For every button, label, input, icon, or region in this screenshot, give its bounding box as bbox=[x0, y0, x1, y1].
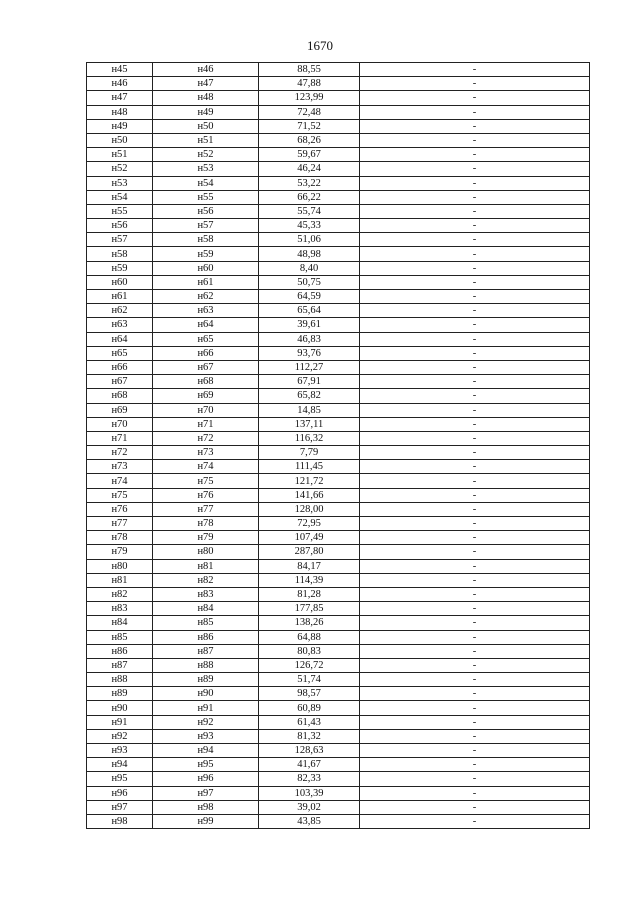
end-point-cell: н63 bbox=[153, 304, 259, 318]
table-row bbox=[87, 644, 590, 658]
end-point-cell: н58 bbox=[153, 233, 259, 247]
table-row bbox=[87, 375, 590, 389]
end-point-cell: н72 bbox=[153, 431, 259, 445]
note-cell: - bbox=[360, 559, 590, 573]
distance-cell: 88,55 bbox=[259, 63, 360, 77]
end-point-cell: н61 bbox=[153, 275, 259, 289]
distance-cell: 55,74 bbox=[259, 204, 360, 218]
note-cell: - bbox=[360, 119, 590, 133]
end-point-cell: н49 bbox=[153, 105, 259, 119]
table-row bbox=[87, 772, 590, 786]
table-row bbox=[87, 389, 590, 403]
table-row bbox=[87, 573, 590, 587]
distance-cell: 80,83 bbox=[259, 644, 360, 658]
start-point-cell: н50 bbox=[87, 133, 153, 147]
distance-cell: 66,22 bbox=[259, 190, 360, 204]
end-point-cell: н57 bbox=[153, 219, 259, 233]
distance-cell: 64,59 bbox=[259, 290, 360, 304]
start-point-cell: н63 bbox=[87, 318, 153, 332]
start-point-cell: н90 bbox=[87, 701, 153, 715]
note-cell: - bbox=[360, 758, 590, 772]
distance-cell: 47,88 bbox=[259, 77, 360, 91]
table-row bbox=[87, 403, 590, 417]
table-row bbox=[87, 446, 590, 460]
table-row bbox=[87, 105, 590, 119]
end-point-cell: н62 bbox=[153, 290, 259, 304]
distance-cell: 8,40 bbox=[259, 261, 360, 275]
start-point-cell: н67 bbox=[87, 375, 153, 389]
distance-cell: 51,06 bbox=[259, 233, 360, 247]
start-point-cell: н86 bbox=[87, 644, 153, 658]
distance-cell: 287,80 bbox=[259, 545, 360, 559]
distance-cell: 53,22 bbox=[259, 176, 360, 190]
table-row bbox=[87, 687, 590, 701]
note-cell: - bbox=[360, 133, 590, 147]
table-row bbox=[87, 474, 590, 488]
end-point-cell: н65 bbox=[153, 332, 259, 346]
distance-cell: 65,82 bbox=[259, 389, 360, 403]
table-row bbox=[87, 786, 590, 800]
start-point-cell: н75 bbox=[87, 488, 153, 502]
start-point-cell: н93 bbox=[87, 744, 153, 758]
start-point-cell: н95 bbox=[87, 772, 153, 786]
start-point-cell: н49 bbox=[87, 119, 153, 133]
start-point-cell: н94 bbox=[87, 758, 153, 772]
note-cell: - bbox=[360, 687, 590, 701]
table-row bbox=[87, 162, 590, 176]
note-cell: - bbox=[360, 800, 590, 814]
distance-cell: 98,57 bbox=[259, 687, 360, 701]
table-row bbox=[87, 332, 590, 346]
distance-cell: 39,02 bbox=[259, 800, 360, 814]
end-point-cell: н56 bbox=[153, 204, 259, 218]
note-cell: - bbox=[360, 162, 590, 176]
distance-cell: 7,79 bbox=[259, 446, 360, 460]
end-point-cell: н95 bbox=[153, 758, 259, 772]
distance-cell: 64,88 bbox=[259, 630, 360, 644]
distance-cell: 138,26 bbox=[259, 616, 360, 630]
table-row bbox=[87, 290, 590, 304]
start-point-cell: н73 bbox=[87, 460, 153, 474]
start-point-cell: н71 bbox=[87, 431, 153, 445]
end-point-cell: н66 bbox=[153, 346, 259, 360]
note-cell: - bbox=[360, 744, 590, 758]
distance-cell: 39,61 bbox=[259, 318, 360, 332]
end-point-cell: н54 bbox=[153, 176, 259, 190]
start-point-cell: н76 bbox=[87, 502, 153, 516]
start-point-cell: н80 bbox=[87, 559, 153, 573]
end-point-cell: н75 bbox=[153, 474, 259, 488]
end-point-cell: н88 bbox=[153, 658, 259, 672]
table-row bbox=[87, 77, 590, 91]
note-cell: - bbox=[360, 502, 590, 516]
end-point-cell: н74 bbox=[153, 460, 259, 474]
table-body bbox=[87, 63, 590, 829]
table-row bbox=[87, 91, 590, 105]
table-row bbox=[87, 673, 590, 687]
start-point-cell: н84 bbox=[87, 616, 153, 630]
note-cell: - bbox=[360, 460, 590, 474]
table-row bbox=[87, 531, 590, 545]
table-row bbox=[87, 587, 590, 601]
end-point-cell: н67 bbox=[153, 360, 259, 374]
distance-cell: 111,45 bbox=[259, 460, 360, 474]
start-point-cell: н45 bbox=[87, 63, 153, 77]
end-point-cell: н52 bbox=[153, 148, 259, 162]
note-cell: - bbox=[360, 814, 590, 828]
start-point-cell: н58 bbox=[87, 247, 153, 261]
end-point-cell: н48 bbox=[153, 91, 259, 105]
note-cell: - bbox=[360, 105, 590, 119]
distance-cell: 51,74 bbox=[259, 673, 360, 687]
table-row bbox=[87, 261, 590, 275]
start-point-cell: н97 bbox=[87, 800, 153, 814]
note-cell: - bbox=[360, 517, 590, 531]
table-row bbox=[87, 63, 590, 77]
note-cell: - bbox=[360, 431, 590, 445]
page-number: 1670 bbox=[307, 38, 333, 53]
distance-cell: 50,75 bbox=[259, 275, 360, 289]
distance-cell: 121,72 bbox=[259, 474, 360, 488]
end-point-cell: н59 bbox=[153, 247, 259, 261]
end-point-cell: н51 bbox=[153, 133, 259, 147]
note-cell: - bbox=[360, 531, 590, 545]
end-point-cell: н94 bbox=[153, 744, 259, 758]
distance-cell: 112,27 bbox=[259, 360, 360, 374]
end-point-cell: н71 bbox=[153, 417, 259, 431]
note-cell: - bbox=[360, 417, 590, 431]
start-point-cell: н66 bbox=[87, 360, 153, 374]
note-cell: - bbox=[360, 701, 590, 715]
note-cell: - bbox=[360, 715, 590, 729]
end-point-cell: н46 bbox=[153, 63, 259, 77]
note-cell: - bbox=[360, 290, 590, 304]
note-cell: - bbox=[360, 190, 590, 204]
note-cell: - bbox=[360, 360, 590, 374]
table-row bbox=[87, 318, 590, 332]
end-point-cell: н81 bbox=[153, 559, 259, 573]
distance-cell: 81,28 bbox=[259, 587, 360, 601]
table-row bbox=[87, 517, 590, 531]
note-cell: - bbox=[360, 673, 590, 687]
end-point-cell: н64 bbox=[153, 318, 259, 332]
start-point-cell: н46 bbox=[87, 77, 153, 91]
end-point-cell: н50 bbox=[153, 119, 259, 133]
table-row bbox=[87, 545, 590, 559]
table-row bbox=[87, 190, 590, 204]
table-row bbox=[87, 729, 590, 743]
start-point-cell: н47 bbox=[87, 91, 153, 105]
distance-cell: 81,32 bbox=[259, 729, 360, 743]
end-point-cell: н86 bbox=[153, 630, 259, 644]
start-point-cell: н81 bbox=[87, 573, 153, 587]
distance-cell: 72,95 bbox=[259, 517, 360, 531]
table-row bbox=[87, 758, 590, 772]
table-row bbox=[87, 701, 590, 715]
start-point-cell: н92 bbox=[87, 729, 153, 743]
distance-cell: 60,89 bbox=[259, 701, 360, 715]
table-row bbox=[87, 616, 590, 630]
end-point-cell: н70 bbox=[153, 403, 259, 417]
distance-cell: 82,33 bbox=[259, 772, 360, 786]
note-cell: - bbox=[360, 219, 590, 233]
start-point-cell: н98 bbox=[87, 814, 153, 828]
start-point-cell: н57 bbox=[87, 233, 153, 247]
start-point-cell: н72 bbox=[87, 446, 153, 460]
distance-cell: 72,48 bbox=[259, 105, 360, 119]
table-row bbox=[87, 247, 590, 261]
table-row bbox=[87, 488, 590, 502]
distance-cell: 68,26 bbox=[259, 133, 360, 147]
start-point-cell: н56 bbox=[87, 219, 153, 233]
end-point-cell: н97 bbox=[153, 786, 259, 800]
note-cell: - bbox=[360, 786, 590, 800]
distance-cell: 128,63 bbox=[259, 744, 360, 758]
end-point-cell: н93 bbox=[153, 729, 259, 743]
note-cell: - bbox=[360, 332, 590, 346]
end-point-cell: н78 bbox=[153, 517, 259, 531]
start-point-cell: н60 bbox=[87, 275, 153, 289]
start-point-cell: н83 bbox=[87, 602, 153, 616]
table-row bbox=[87, 559, 590, 573]
table-row bbox=[87, 219, 590, 233]
note-cell: - bbox=[360, 77, 590, 91]
note-cell: - bbox=[360, 91, 590, 105]
distance-cell: 103,39 bbox=[259, 786, 360, 800]
start-point-cell: н79 bbox=[87, 545, 153, 559]
note-cell: - bbox=[360, 630, 590, 644]
end-point-cell: н96 bbox=[153, 772, 259, 786]
distance-cell: 93,76 bbox=[259, 346, 360, 360]
start-point-cell: н54 bbox=[87, 190, 153, 204]
start-point-cell: н62 bbox=[87, 304, 153, 318]
table-row bbox=[87, 715, 590, 729]
start-point-cell: н70 bbox=[87, 417, 153, 431]
end-point-cell: н76 bbox=[153, 488, 259, 502]
start-point-cell: н85 bbox=[87, 630, 153, 644]
start-point-cell: н91 bbox=[87, 715, 153, 729]
distance-cell: 41,67 bbox=[259, 758, 360, 772]
note-cell: - bbox=[360, 318, 590, 332]
end-point-cell: н77 bbox=[153, 502, 259, 516]
end-point-cell: н82 bbox=[153, 573, 259, 587]
end-point-cell: н80 bbox=[153, 545, 259, 559]
note-cell: - bbox=[360, 247, 590, 261]
end-point-cell: н87 bbox=[153, 644, 259, 658]
table-row bbox=[87, 360, 590, 374]
end-point-cell: н85 bbox=[153, 616, 259, 630]
start-point-cell: н77 bbox=[87, 517, 153, 531]
start-point-cell: н74 bbox=[87, 474, 153, 488]
end-point-cell: н92 bbox=[153, 715, 259, 729]
distance-cell: 71,52 bbox=[259, 119, 360, 133]
note-cell: - bbox=[360, 772, 590, 786]
end-point-cell: н98 bbox=[153, 800, 259, 814]
start-point-cell: н65 bbox=[87, 346, 153, 360]
note-cell: - bbox=[360, 176, 590, 190]
start-point-cell: н88 bbox=[87, 673, 153, 687]
table-row bbox=[87, 502, 590, 516]
note-cell: - bbox=[360, 389, 590, 403]
note-cell: - bbox=[360, 602, 590, 616]
distance-cell: 177,85 bbox=[259, 602, 360, 616]
end-point-cell: н90 bbox=[153, 687, 259, 701]
table-row bbox=[87, 304, 590, 318]
note-cell: - bbox=[360, 446, 590, 460]
table-row bbox=[87, 431, 590, 445]
start-point-cell: н61 bbox=[87, 290, 153, 304]
start-point-cell: н82 bbox=[87, 587, 153, 601]
end-point-cell: н53 bbox=[153, 162, 259, 176]
distance-cell: 14,85 bbox=[259, 403, 360, 417]
start-point-cell: н89 bbox=[87, 687, 153, 701]
distance-cell: 107,49 bbox=[259, 531, 360, 545]
distance-cell: 65,64 bbox=[259, 304, 360, 318]
note-cell: - bbox=[360, 616, 590, 630]
start-point-cell: н51 bbox=[87, 148, 153, 162]
table-row bbox=[87, 233, 590, 247]
table-row bbox=[87, 630, 590, 644]
table-row bbox=[87, 119, 590, 133]
end-point-cell: н79 bbox=[153, 531, 259, 545]
start-point-cell: н96 bbox=[87, 786, 153, 800]
table-row bbox=[87, 814, 590, 828]
distance-cell: 67,91 bbox=[259, 375, 360, 389]
table-row bbox=[87, 658, 590, 672]
table-row bbox=[87, 148, 590, 162]
distance-cell: 128,00 bbox=[259, 502, 360, 516]
table-row bbox=[87, 133, 590, 147]
start-point-cell: н64 bbox=[87, 332, 153, 346]
distance-cell: 59,67 bbox=[259, 148, 360, 162]
note-cell: - bbox=[360, 587, 590, 601]
distance-cell: 61,43 bbox=[259, 715, 360, 729]
distance-cell: 123,99 bbox=[259, 91, 360, 105]
distance-cell: 114,39 bbox=[259, 573, 360, 587]
note-cell: - bbox=[360, 233, 590, 247]
note-cell: - bbox=[360, 261, 590, 275]
end-point-cell: н60 bbox=[153, 261, 259, 275]
note-cell: - bbox=[360, 644, 590, 658]
distance-cell: 48,98 bbox=[259, 247, 360, 261]
start-point-cell: н48 bbox=[87, 105, 153, 119]
start-point-cell: н78 bbox=[87, 531, 153, 545]
note-cell: - bbox=[360, 488, 590, 502]
boundary-points-table bbox=[86, 62, 590, 829]
end-point-cell: н68 bbox=[153, 375, 259, 389]
end-point-cell: н83 bbox=[153, 587, 259, 601]
start-point-cell: н59 bbox=[87, 261, 153, 275]
end-point-cell: н73 bbox=[153, 446, 259, 460]
distance-cell: 126,72 bbox=[259, 658, 360, 672]
table-row bbox=[87, 417, 590, 431]
end-point-cell: н91 bbox=[153, 701, 259, 715]
distance-cell: 84,17 bbox=[259, 559, 360, 573]
note-cell: - bbox=[360, 204, 590, 218]
note-cell: - bbox=[360, 729, 590, 743]
start-point-cell: н55 bbox=[87, 204, 153, 218]
distance-cell: 45,33 bbox=[259, 219, 360, 233]
end-point-cell: н89 bbox=[153, 673, 259, 687]
note-cell: - bbox=[360, 573, 590, 587]
note-cell: - bbox=[360, 375, 590, 389]
start-point-cell: н69 bbox=[87, 403, 153, 417]
note-cell: - bbox=[360, 474, 590, 488]
start-point-cell: н87 bbox=[87, 658, 153, 672]
distance-cell: 137,11 bbox=[259, 417, 360, 431]
note-cell: - bbox=[360, 148, 590, 162]
end-point-cell: н55 bbox=[153, 190, 259, 204]
table-row bbox=[87, 744, 590, 758]
table-row bbox=[87, 275, 590, 289]
distance-cell: 116,32 bbox=[259, 431, 360, 445]
note-cell: - bbox=[360, 403, 590, 417]
table-row bbox=[87, 460, 590, 474]
note-cell: - bbox=[360, 275, 590, 289]
end-point-cell: н99 bbox=[153, 814, 259, 828]
distance-cell: 43,85 bbox=[259, 814, 360, 828]
note-cell: - bbox=[360, 545, 590, 559]
distance-cell: 46,24 bbox=[259, 162, 360, 176]
note-cell: - bbox=[360, 658, 590, 672]
start-point-cell: н53 bbox=[87, 176, 153, 190]
start-point-cell: н68 bbox=[87, 389, 153, 403]
note-cell: - bbox=[360, 346, 590, 360]
table-row bbox=[87, 176, 590, 190]
table-row bbox=[87, 204, 590, 218]
distance-cell: 141,66 bbox=[259, 488, 360, 502]
note-cell: - bbox=[360, 63, 590, 77]
end-point-cell: н47 bbox=[153, 77, 259, 91]
end-point-cell: н69 bbox=[153, 389, 259, 403]
table-row bbox=[87, 346, 590, 360]
distance-cell: 46,83 bbox=[259, 332, 360, 346]
table-row bbox=[87, 800, 590, 814]
end-point-cell: н84 bbox=[153, 602, 259, 616]
note-cell: - bbox=[360, 304, 590, 318]
start-point-cell: н52 bbox=[87, 162, 153, 176]
table-row bbox=[87, 602, 590, 616]
